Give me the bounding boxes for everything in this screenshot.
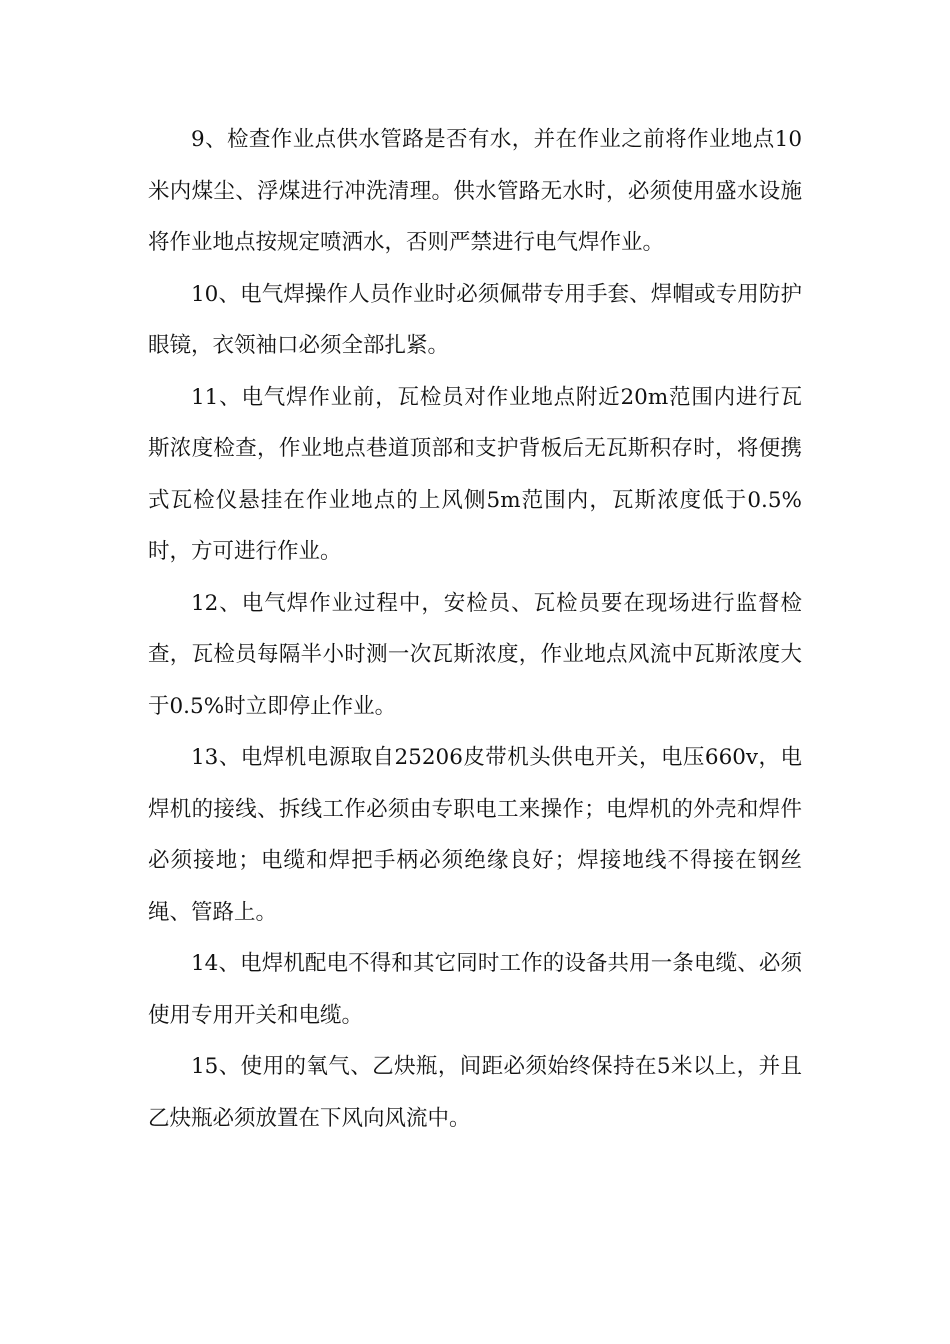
paragraph-item-10: 10、电气焊操作人员作业时必须佩带专用手套、焊帽或专用防护眼镜，衣领袖口必须全部扎紧。 — [148, 281, 802, 358]
paragraph-item-15: 15、使用的氧气、乙炔瓶，间距必须始终保持在5米以上，并且乙炔瓶必须放置在下风向风流中。 — [148, 1054, 802, 1131]
paragraph-item-12: 12、电气焊作业过程中，安检员、瓦检员要在现场进行监督检查，瓦检员每隔半小时测一次瓦斯浓度，作业地点风流中瓦斯浓度大于0.5%时立即停止作业。 — [148, 590, 802, 719]
paragraph-item-13: 13、电焊机电源取自25206皮带机头供电开关，电压660v，电焊机的接线、拆线工作必须由专职电工来操作；电焊机的外壳和焊件必须接地；电缆和焊把手柄必须绝缘良好；焊接地线不得接在钢丝绳、管路上。 — [148, 745, 802, 925]
paragraph-item-9: 9、检查作业点供水管路是否有水，并在作业之前将作业地点10米内煤尘、浮煤进行冲洗清理。供水管路无水时，必须使用盛水设施将作业地点按规定喷洒水，否则严禁进行电气焊作业。 — [148, 127, 802, 255]
paragraph-item-11: 11、电气焊作业前，瓦检员对作业地点附近20m范围内进行瓦斯浓度检查，作业地点巷道顶部和支护背板后无瓦斯积存时，将便携式瓦检仪悬挂在作业地点的上风侧5m范围内，瓦斯浓度低于0.5%时，方可进行作业。 — [148, 384, 802, 564]
paragraph-item-14: 14、电焊机配电不得和其它同时工作的设备共用一条电缆、必须使用专用开关和电缆。 — [148, 951, 802, 1028]
